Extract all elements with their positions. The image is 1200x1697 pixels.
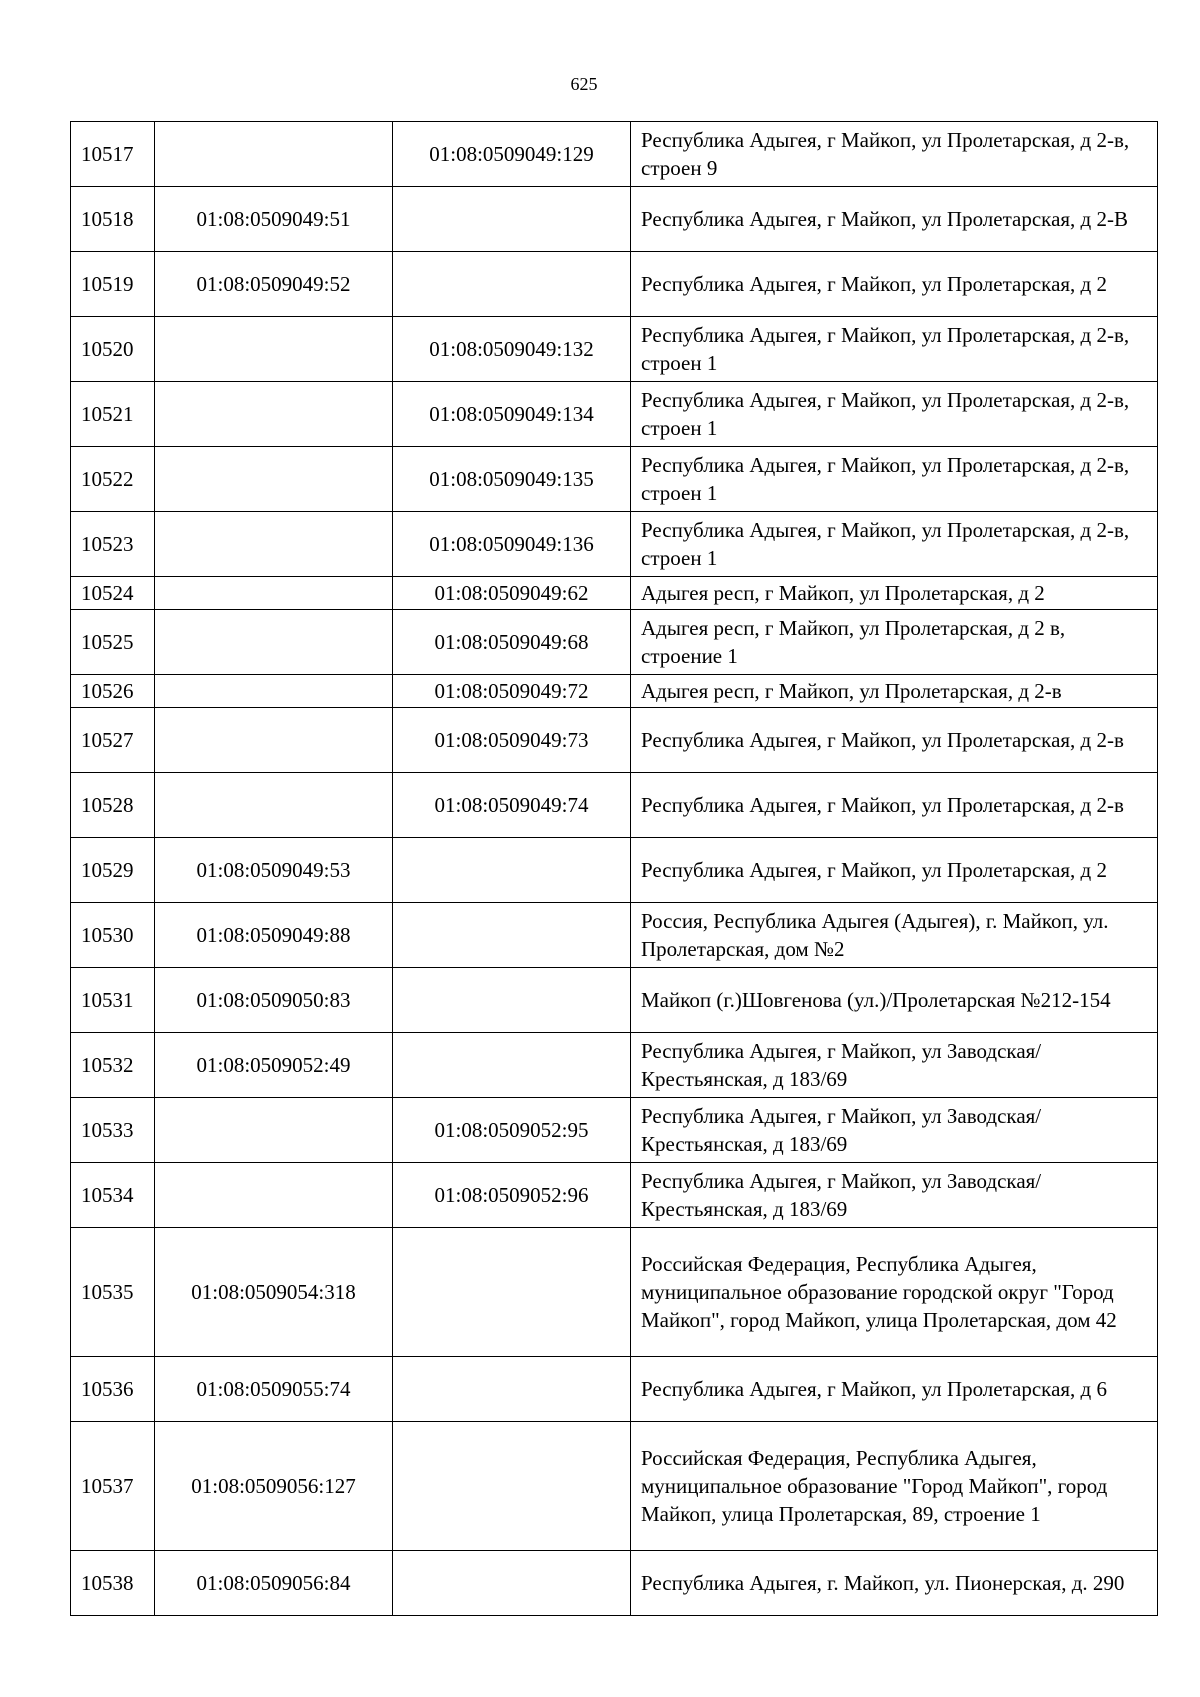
record-number-cell: 10522 (71, 447, 155, 512)
building-cadastral-number-cell: 01:08:0509049:72 (393, 675, 631, 708)
table-row (71, 1551, 1158, 1616)
parcel-cadastral-number-cell (155, 1098, 393, 1163)
table-row (71, 577, 1158, 610)
record-number-cell: 10521 (71, 382, 155, 447)
parcel-cadastral-number-cell (155, 773, 393, 838)
building-cadastral-number-cell (393, 1228, 631, 1357)
address-cell: Республика Адыгея, г Майкоп, ул Пролетарская, д 2-в, строен 1 (631, 317, 1158, 382)
record-number-cell: 10528 (71, 773, 155, 838)
address-cell: Республика Адыгея, г Майкоп, ул Пролетарская, д 2 (631, 838, 1158, 903)
page-number: 625 (570, 74, 598, 94)
address-cell: Республика Адыгея, г Майкоп, ул Пролетарская, д 2-В (631, 187, 1158, 252)
address-cell: Майкоп (г.)Шовгенова (ул.)/Пролетарская №212-154 (631, 968, 1158, 1033)
building-cadastral-number-cell: 01:08:0509049:132 (393, 317, 631, 382)
record-number-cell: 10517 (71, 122, 155, 187)
table-row (71, 1357, 1158, 1422)
building-cadastral-number-cell (393, 903, 631, 968)
address-cell: Республика Адыгея, г Майкоп, ул Заводская/Крестьянская, д 183/69 (631, 1033, 1158, 1098)
table-row (71, 1163, 1158, 1228)
record-number-cell: 10526 (71, 675, 155, 708)
table-row (71, 968, 1158, 1033)
address-cell: Российская Федерация, Республика Адыгея, муниципальное образование "Город Майкоп", город Майкоп, улица Пролетарская, 89, строение 1 (631, 1422, 1158, 1551)
table-row (71, 447, 1158, 512)
record-number-cell: 10534 (71, 1163, 155, 1228)
parcel-cadastral-number-cell: 01:08:0509056:84 (155, 1551, 393, 1616)
table-row (71, 1422, 1158, 1551)
address-cell: Республика Адыгея, г Майкоп, ул Пролетарская, д 2-в, строен 9 (631, 122, 1158, 187)
parcel-cadastral-number-cell: 01:08:0509049:52 (155, 252, 393, 317)
parcel-cadastral-number-cell: 01:08:0509050:83 (155, 968, 393, 1033)
parcel-cadastral-number-cell: 01:08:0509055:74 (155, 1357, 393, 1422)
parcel-cadastral-number-cell: 01:08:0509049:88 (155, 903, 393, 968)
address-cell: Адыгея респ, г Майкоп, ул Пролетарская, д 2 (631, 577, 1158, 610)
registry-table-body (71, 122, 1158, 1616)
record-number-cell: 10518 (71, 187, 155, 252)
address-cell: Республика Адыгея, г Майкоп, ул Заводская/Крестьянская, д 183/69 (631, 1098, 1158, 1163)
table-row (71, 512, 1158, 577)
record-number-cell: 10537 (71, 1422, 155, 1551)
parcel-cadastral-number-cell (155, 382, 393, 447)
table-row (71, 1228, 1158, 1357)
table-row (71, 122, 1158, 187)
table-row (71, 838, 1158, 903)
building-cadastral-number-cell: 01:08:0509049:134 (393, 382, 631, 447)
table-row (71, 903, 1158, 968)
table-row (71, 187, 1158, 252)
record-number-cell: 10535 (71, 1228, 155, 1357)
address-cell: Адыгея респ, г Майкоп, ул Пролетарская, д 2-в (631, 675, 1158, 708)
address-cell: Российская Федерация, Республика Адыгея, муниципальное образование городской округ "Город Майкоп", город Майкоп, улица Пролетарская, дом 42 (631, 1228, 1158, 1357)
registry-table (70, 121, 1158, 1616)
table-row (71, 382, 1158, 447)
building-cadastral-number-cell (393, 187, 631, 252)
record-number-cell: 10523 (71, 512, 155, 577)
building-cadastral-number-cell: 01:08:0509049:136 (393, 512, 631, 577)
record-number-cell: 10532 (71, 1033, 155, 1098)
record-number-cell: 10524 (71, 577, 155, 610)
building-cadastral-number-cell: 01:08:0509049:74 (393, 773, 631, 838)
parcel-cadastral-number-cell (155, 610, 393, 675)
building-cadastral-number-cell (393, 968, 631, 1033)
record-number-cell: 10527 (71, 708, 155, 773)
record-number-cell: 10529 (71, 838, 155, 903)
address-cell: Республика Адыгея, г Майкоп, ул Пролетарская, д 6 (631, 1357, 1158, 1422)
building-cadastral-number-cell: 01:08:0509049:135 (393, 447, 631, 512)
address-cell: Адыгея респ, г Майкоп, ул Пролетарская, д 2 в, строение 1 (631, 610, 1158, 675)
address-cell: Россия, Республика Адыгея (Адыгея), г. Майкоп, ул. Пролетарская, дом №2 (631, 903, 1158, 968)
address-cell: Республика Адыгея, г Майкоп, ул Пролетарская, д 2-в, строен 1 (631, 512, 1158, 577)
address-cell: Республика Адыгея, г Майкоп, ул Пролетарская, д 2-в, строен 1 (631, 447, 1158, 512)
address-cell: Республика Адыгея, г Майкоп, ул Заводская/Крестьянская, д 183/69 (631, 1163, 1158, 1228)
parcel-cadastral-number-cell (155, 317, 393, 382)
parcel-cadastral-number-cell (155, 577, 393, 610)
record-number-cell: 10519 (71, 252, 155, 317)
parcel-cadastral-number-cell (155, 675, 393, 708)
building-cadastral-number-cell (393, 838, 631, 903)
building-cadastral-number-cell (393, 1357, 631, 1422)
parcel-cadastral-number-cell (155, 122, 393, 187)
parcel-cadastral-number-cell: 01:08:0509049:53 (155, 838, 393, 903)
building-cadastral-number-cell: 01:08:0509049:62 (393, 577, 631, 610)
building-cadastral-number-cell: 01:08:0509049:129 (393, 122, 631, 187)
building-cadastral-number-cell: 01:08:0509052:96 (393, 1163, 631, 1228)
building-cadastral-number-cell: 01:08:0509049:68 (393, 610, 631, 675)
table-row (71, 773, 1158, 838)
record-number-cell: 10520 (71, 317, 155, 382)
building-cadastral-number-cell (393, 1551, 631, 1616)
table-row (71, 610, 1158, 675)
record-number-cell: 10533 (71, 1098, 155, 1163)
building-cadastral-number-cell (393, 252, 631, 317)
table-row (71, 1098, 1158, 1163)
record-number-cell: 10538 (71, 1551, 155, 1616)
building-cadastral-number-cell: 01:08:0509052:95 (393, 1098, 631, 1163)
building-cadastral-number-cell: 01:08:0509049:73 (393, 708, 631, 773)
record-number-cell: 10536 (71, 1357, 155, 1422)
address-cell: Республика Адыгея, г Майкоп, ул Пролетарская, д 2-в (631, 773, 1158, 838)
building-cadastral-number-cell (393, 1422, 631, 1551)
parcel-cadastral-number-cell (155, 1163, 393, 1228)
parcel-cadastral-number-cell (155, 447, 393, 512)
table-row (71, 675, 1158, 708)
parcel-cadastral-number-cell: 01:08:0509056:127 (155, 1422, 393, 1551)
table-row (71, 708, 1158, 773)
building-cadastral-number-cell (393, 1033, 631, 1098)
parcel-cadastral-number-cell (155, 512, 393, 577)
parcel-cadastral-number-cell: 01:08:0509049:51 (155, 187, 393, 252)
record-number-cell: 10530 (71, 903, 155, 968)
record-number-cell: 10531 (71, 968, 155, 1033)
address-cell: Республика Адыгея, г Майкоп, ул Пролетарская, д 2-в (631, 708, 1158, 773)
parcel-cadastral-number-cell (155, 708, 393, 773)
parcel-cadastral-number-cell: 01:08:0509054:318 (155, 1228, 393, 1357)
address-cell: Республика Адыгея, г Майкоп, ул Пролетарская, д 2-в, строен 1 (631, 382, 1158, 447)
record-number-cell: 10525 (71, 610, 155, 675)
address-cell: Республика Адыгея, г. Майкоп, ул. Пионерская, д. 290 (631, 1551, 1158, 1616)
parcel-cadastral-number-cell: 01:08:0509052:49 (155, 1033, 393, 1098)
table-row (71, 317, 1158, 382)
table-row (71, 1033, 1158, 1098)
address-cell: Республика Адыгея, г Майкоп, ул Пролетарская, д 2 (631, 252, 1158, 317)
table-row (71, 252, 1158, 317)
